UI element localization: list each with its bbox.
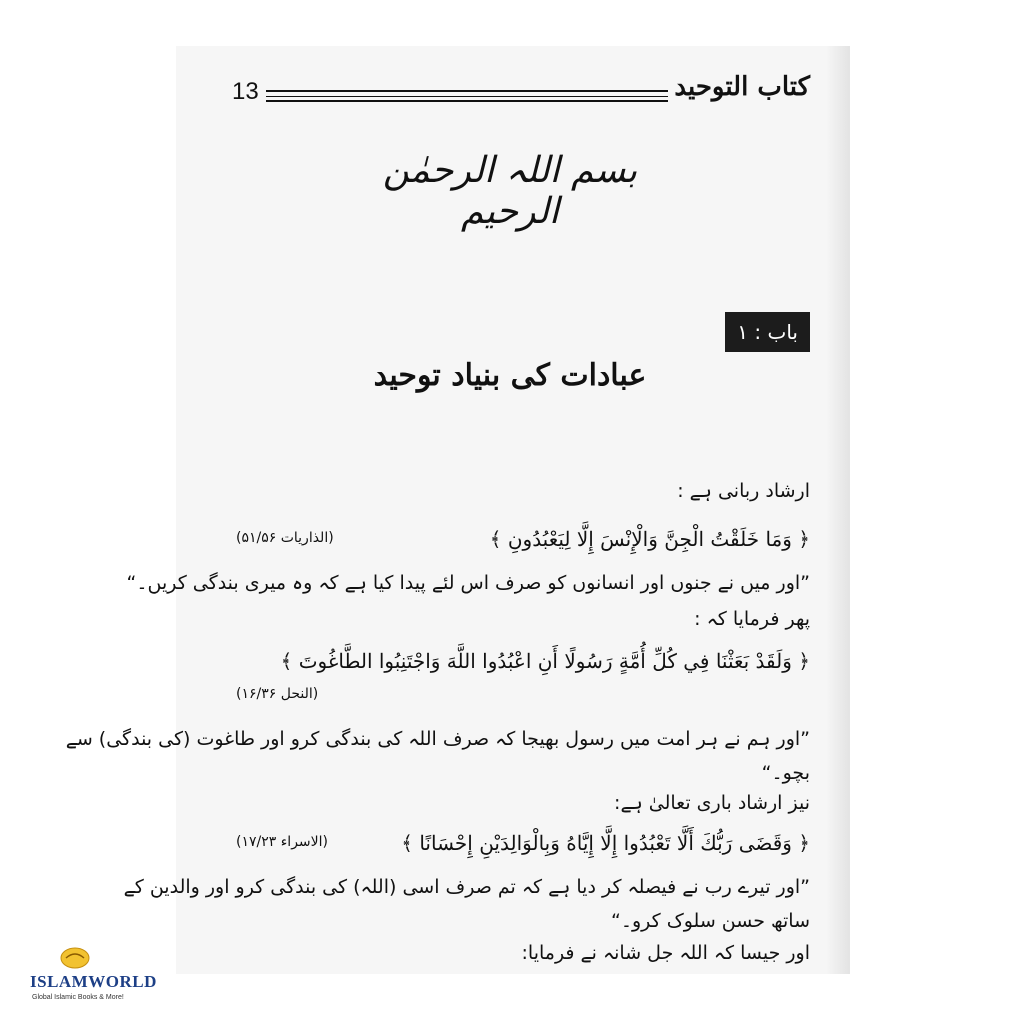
verse-reference: (الاسراء ۱۷/۲۳) xyxy=(236,834,328,850)
body-line: اور جیسا کہ اللہ جل شانہ نے فرمایا: xyxy=(521,942,810,964)
logo-wordmark: ISLAMWORLD xyxy=(30,972,157,991)
running-head: کتاب التوحید xyxy=(674,72,810,102)
translation-line: ”اور ہم نے ہر امت میں رسول بھیجا کہ صرف اللہ کی بندگی کرو اور طاغوت (کی بندگی) سے xyxy=(65,728,810,750)
translation-line: ساتھ حسن سلوک کرو۔“ xyxy=(611,910,810,932)
body-line: نیز ارشاد باری تعالیٰ ہے: xyxy=(614,792,810,814)
body-line: ارشاد ربانی ہے : xyxy=(677,480,810,502)
chapter-badge: باب : ۱ xyxy=(725,312,810,352)
verse-line: ﴿ وَمَا خَلَقْتُ الْجِنَّ وَالْإِنْسَ إِلَّا لِيَعْبُدُونِ ﴾ xyxy=(489,527,810,551)
verse-line: ﴿ وَقَضَى رَبُّكَ أَلَّا تَعْبُدُوا إِلَّا إِيَّاهُ وَبِالْوَالِدَيْنِ إِحْسَانًا ﴾ xyxy=(401,831,810,855)
header-rule-middle xyxy=(266,96,668,97)
verse-reference: (الذاریات ۵۱/۵۶) xyxy=(236,530,334,546)
verse-reference: (النحل ۱۶/۳۶) xyxy=(236,686,319,702)
verse-line: ﴿ وَلَقَدْ بَعَثْنَا فِي كُلِّ أُمَّةٍ رَسُولًا أَنِ اعْبُدُوا اللَّهَ وَاجْتَنِبُوا الطَّاغُوتَ ﴾ xyxy=(280,649,810,673)
page-edge-shadow xyxy=(826,46,850,974)
page-number: 13 xyxy=(232,78,259,105)
logo-tagline: Global Islamic Books & More! xyxy=(32,994,124,1001)
translation-line: ”اور تیرے رب نے فیصلہ کر دیا ہے کہ تم صرف اسی (اللہ) کی بندگی کرو اور والدین کے xyxy=(123,876,810,898)
translation-line: بچو۔“ xyxy=(761,762,810,784)
body-line: پھر فرمایا کہ : xyxy=(694,608,810,630)
basmala-calligraphy: بسم اللہ الرحمٰن الرحیم xyxy=(382,150,638,232)
translation-line: ”اور میں نے جنوں اور انسانوں کو صرف اس لئے پیدا کیا ہے کہ وہ میری بندگی کریں۔“ xyxy=(126,572,810,594)
chapter-title: عبادات کی بنیاد توحید xyxy=(373,358,647,393)
